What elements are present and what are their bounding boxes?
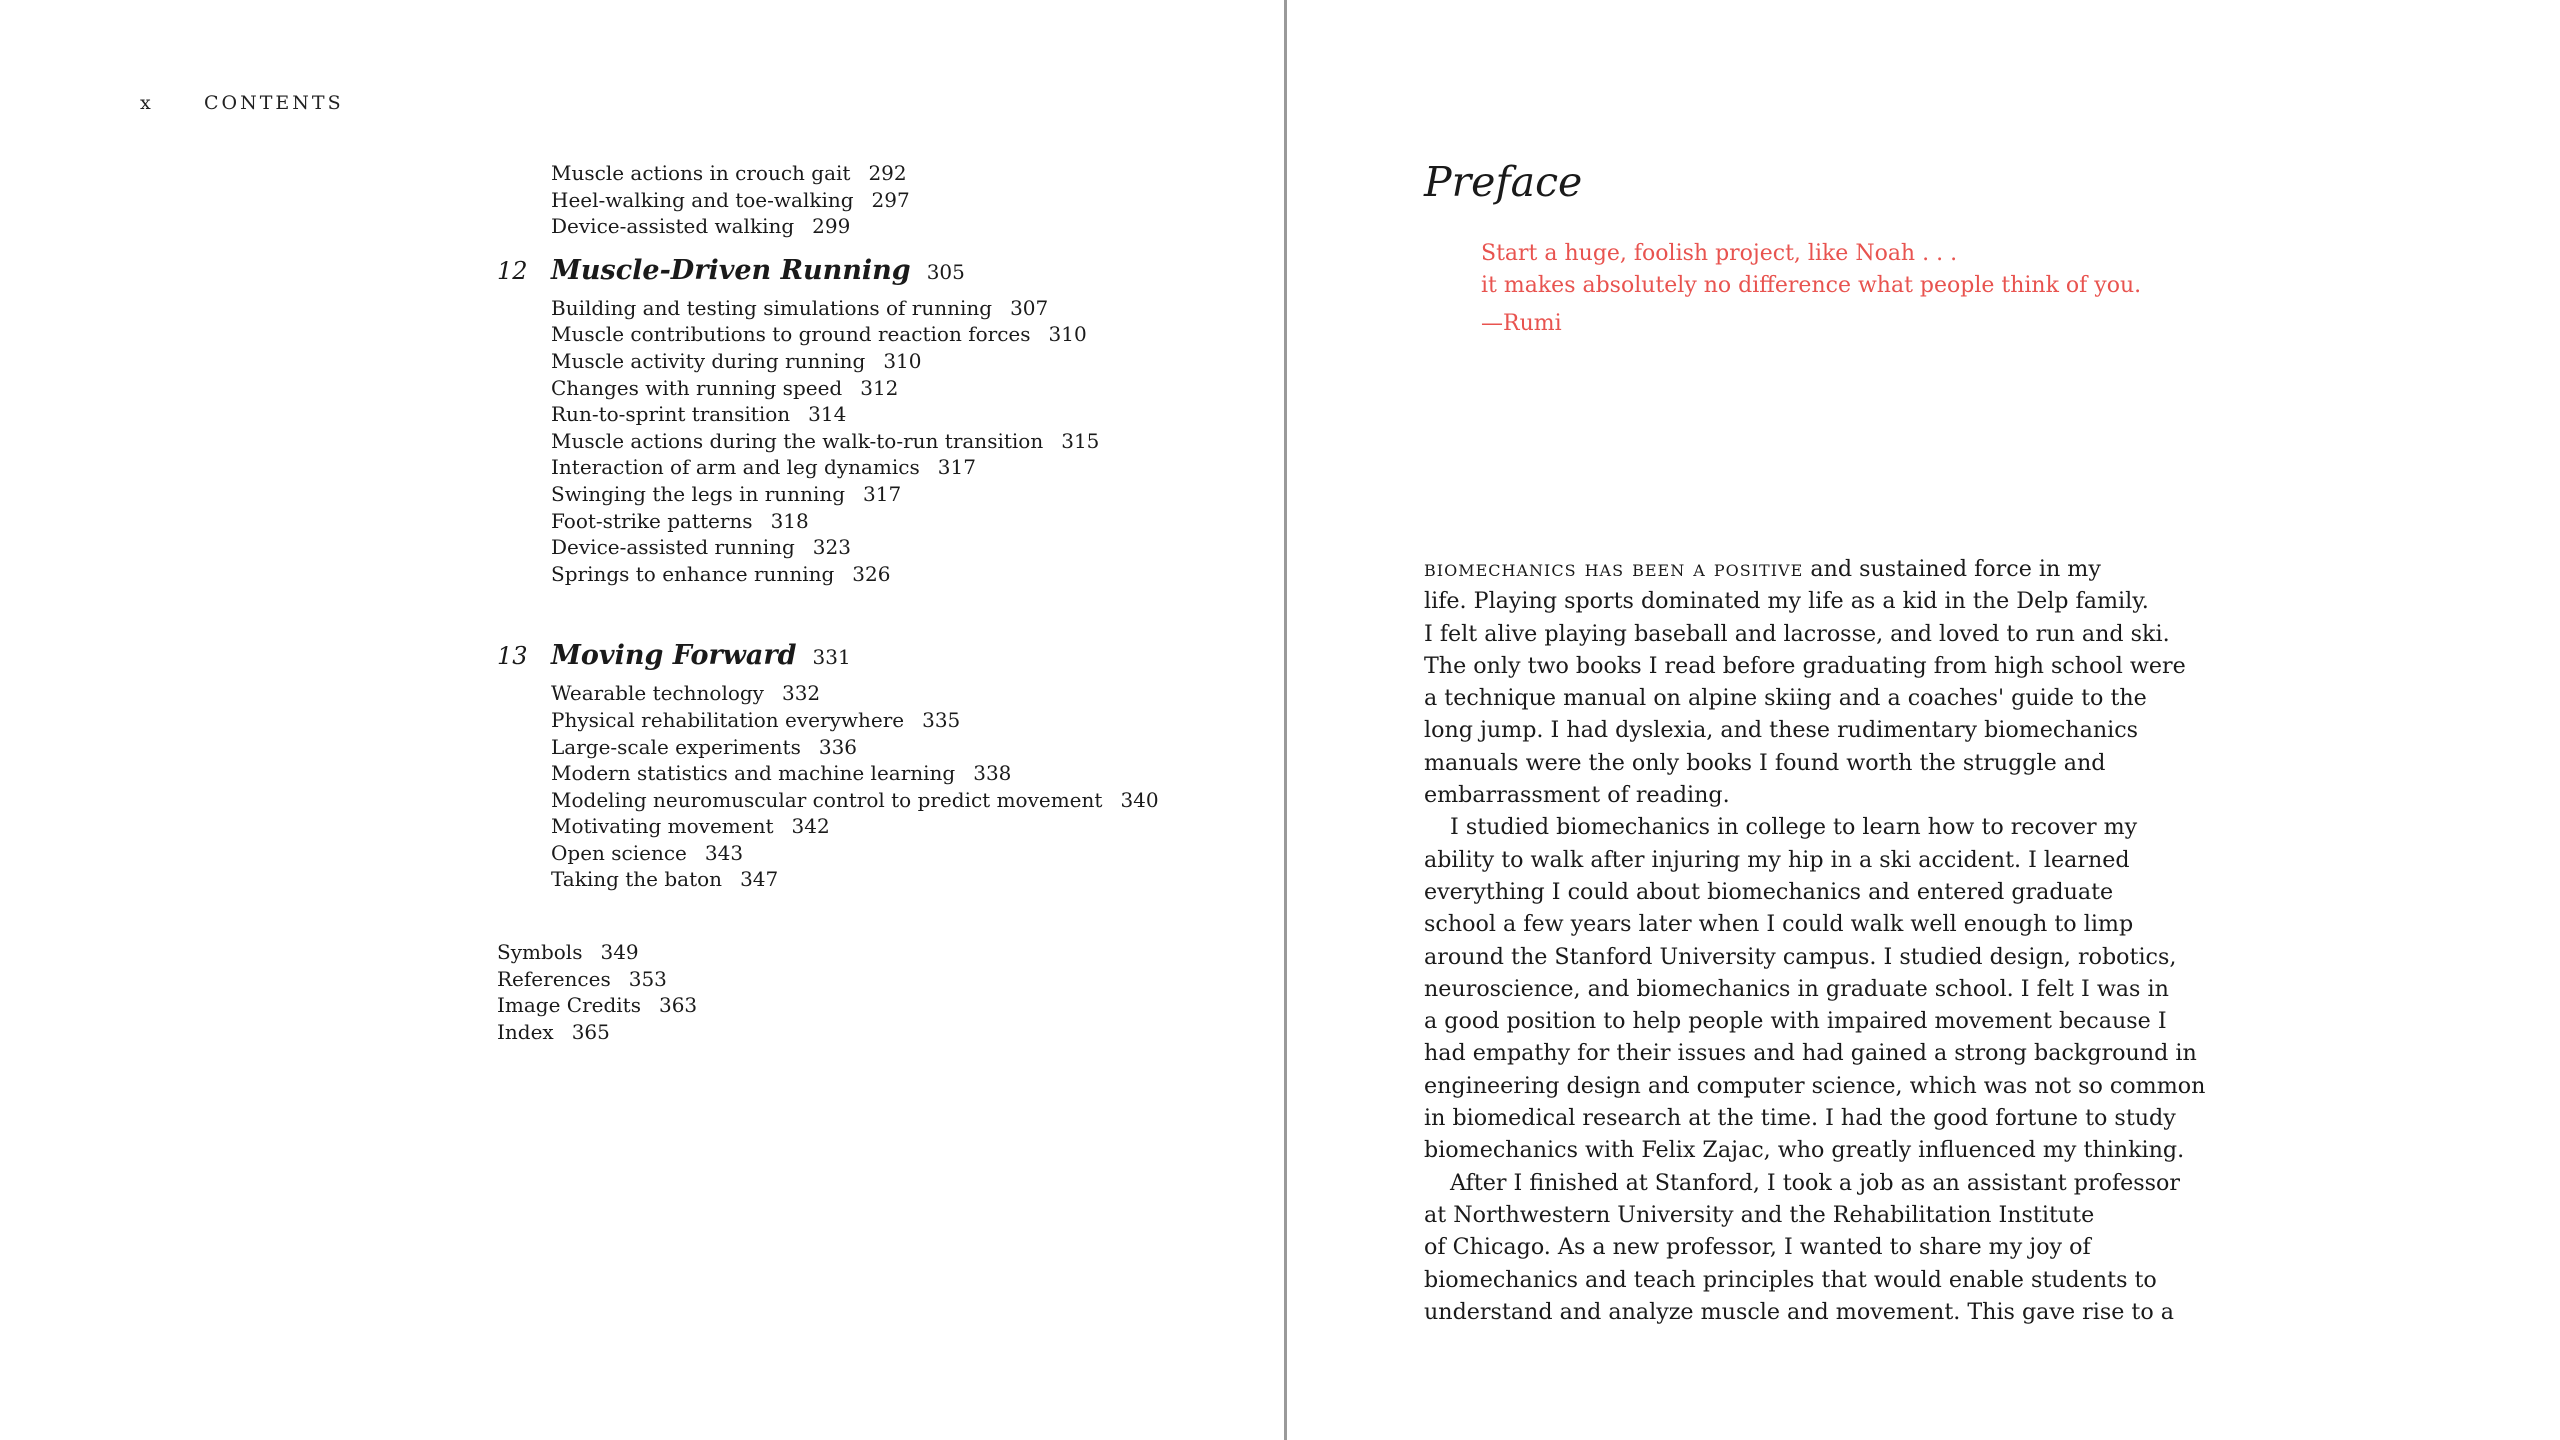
toc-entry-page: 338: [973, 761, 1012, 786]
body-line: had empathy for their issues and had gained a strong background in: [1424, 1040, 2197, 1067]
toc-entry-title: Large-scale experiments: [551, 734, 801, 759]
toc-entry: [551, 321, 1137, 348]
toc-entry-title: Image Credits: [497, 993, 641, 1018]
preface-title: Preface: [1424, 158, 1583, 206]
toc-entry: [551, 187, 1137, 214]
toc-entry-title: Wearable technology: [551, 681, 764, 706]
toc-entry: [551, 375, 1137, 402]
toc-entry-page: 318: [770, 508, 809, 533]
toc-entry-title: Symbols: [497, 940, 583, 965]
body-line: neuroscience, and biomechanics in graduate school. I felt I was in: [1424, 975, 2169, 1002]
toc-entry: [551, 866, 1137, 893]
body-line: a good position to help people with impaired movement because I: [1424, 1008, 2167, 1035]
chapter-title: [551, 255, 965, 286]
toc-entry-title: Interaction of arm and leg dynamics: [551, 455, 920, 480]
toc-entry-page: 353: [628, 966, 667, 991]
toc-entry-title: Modern statistics and machine learning: [551, 761, 956, 786]
toc-entry-title: Muscle actions in crouch gait: [551, 161, 851, 185]
toc-entry-title: Muscle activity during running: [551, 348, 866, 373]
toc-entry: [551, 401, 1137, 428]
toc-entry-page: 299: [812, 214, 851, 239]
body-line: biomechanics and teach principles that would enable students to: [1424, 1266, 2157, 1293]
body-line: embarrassment of reading.: [1424, 782, 1730, 809]
toc-entry-page: 342: [791, 814, 830, 839]
toc-entry-page: 312: [860, 375, 899, 400]
toc-entry: [551, 680, 1137, 707]
toc-entry: [497, 992, 1137, 1019]
lead-rest: and sustained force in my: [1803, 556, 2101, 582]
toc-entry: [497, 939, 1137, 966]
preface-body: [1424, 553, 2206, 1328]
toc-entry-title: Modeling neuromuscular control to predict movement: [551, 787, 1103, 812]
toc-entry-title: Muscle contributions to ground reaction forces: [551, 322, 1031, 347]
body-line: biomechanics with Felix Zajac, who greatly influenced my thinking.: [1424, 1137, 2185, 1164]
toc-entry-title: Muscle actions during the walk-to-run transition: [551, 428, 1044, 453]
chapter-number: 12: [497, 256, 528, 285]
body-line-lead: [1424, 553, 2101, 585]
toc-entry: [551, 813, 1137, 840]
toc-entry-title: Physical rehabilitation everywhere: [551, 707, 905, 732]
spacer: [497, 893, 1137, 939]
section-list-chapter-13: [551, 680, 1159, 893]
epigraph-line: it makes absolutely no difference what people think of you.: [1481, 273, 2142, 298]
toc-entry-title: Changes with running speed: [551, 375, 843, 400]
toc-entry-title: Run-to-sprint transition: [551, 402, 791, 427]
body-line: engineering design and computer science, which was not so common: [1424, 1072, 2206, 1099]
toc-entry: [497, 1019, 1137, 1046]
toc-entry-title: Heel-walking and toe-walking: [551, 187, 854, 212]
toc-entry: [551, 160, 1137, 187]
toc-entry: [551, 787, 1159, 814]
body-line: After I finished at Stanford, I took a job as an assistant professor: [1450, 1169, 2181, 1196]
lead-smallcaps: biomechanics has been a positive: [1424, 556, 1804, 582]
toc-entry-page: 336: [818, 734, 858, 759]
toc-entry-title: Device-assisted walking: [551, 214, 795, 239]
toc-entry-page: 335: [922, 707, 961, 732]
toc-entry-title: Taking the baton: [551, 867, 723, 892]
section-list-chapter-12: [551, 295, 1137, 588]
toc-entry: [551, 295, 1137, 322]
body-line: a technique manual on alpine skiing and a coaches' guide to the: [1424, 685, 2147, 712]
toc-entry-page: 307: [1010, 295, 1049, 320]
toc-entry: [551, 734, 1137, 761]
body-line: life. Playing sports dominated my life as a kid in the Delp family.: [1424, 588, 2149, 615]
chapter-12-heading: [497, 255, 1137, 289]
toc-entry-page: 365: [571, 1019, 610, 1044]
table-of-contents: [497, 160, 1159, 1045]
page-gutter-divider: [1284, 0, 1287, 1440]
toc-entry: [551, 348, 1137, 375]
body-line: understand and analyze muscle and movement. This gave rise to a: [1424, 1298, 2174, 1325]
toc-entry-title: Springs to enhance running: [551, 561, 835, 586]
chapter-13-heading: [497, 640, 1137, 674]
body-line: long jump. I had dyslexia, and these rudimentary biomechanics: [1424, 717, 2139, 744]
running-head-title: CONTENTS: [204, 92, 344, 114]
toc-entry-page: 292: [868, 161, 907, 185]
toc-entry-title: Device-assisted running: [551, 535, 795, 560]
toc-entry-title: Motivating movement: [551, 814, 774, 839]
toc-entry-page: 332: [781, 681, 821, 706]
epigraph-attribution: —Rumi: [1481, 311, 1562, 336]
body-line: The only two books I read before graduating from high school were: [1424, 652, 2186, 679]
body-line: of Chicago. As a new professor, I wanted to share my joy of: [1424, 1234, 2091, 1261]
chapter-title-text: Muscle-Driven Running: [551, 254, 911, 286]
toc-entry: [551, 561, 1137, 588]
body-line: in biomedical research at the time. I had the good fortune to study: [1424, 1105, 2176, 1132]
toc-entry-page: 340: [1120, 787, 1159, 812]
toc-entry-title: Foot-strike patterns: [551, 508, 753, 533]
toc-entry: [551, 760, 1137, 787]
toc-entry-page: 326: [852, 561, 891, 586]
body-line: around the Stanford University campus. I studied design, robotics,: [1424, 943, 2177, 970]
body-line: school a few years later when I could walk well enough to limp: [1424, 911, 2134, 938]
toc-entry-page: 363: [658, 993, 698, 1018]
page-folio: x: [140, 92, 154, 114]
body-line: manuals were the only books I found worth the struggle and: [1424, 749, 2106, 776]
chapter-page: 331: [812, 645, 851, 670]
body-line: ability to walk after injuring my hip in a ski accident. I learned: [1424, 846, 2130, 873]
toc-entry: [551, 454, 1137, 481]
toc-entry-title: Open science: [551, 840, 687, 865]
toc-entry-page: 310: [1048, 322, 1087, 347]
toc-entry-page: 323: [812, 535, 851, 560]
toc-entry-page: 297: [871, 187, 910, 212]
toc-entry-title: Building and testing simulations of running: [551, 295, 993, 320]
toc-entry-title: Swinging the legs in running: [551, 481, 846, 506]
back-matter-list: [497, 939, 1137, 1045]
toc-entry: [497, 966, 1137, 993]
toc-entry-page: 349: [600, 940, 639, 965]
toc-entry: [551, 508, 1137, 535]
body-line: everything I could about biomechanics and entered graduate: [1424, 878, 2114, 905]
toc-entry: [551, 428, 1137, 455]
epigraph: [1481, 238, 2141, 340]
chapter-title-text: Moving Forward: [551, 640, 797, 672]
toc-entry-page: 317: [863, 481, 902, 506]
body-line: I felt alive playing baseball and lacrosse, and loved to run and ski.: [1424, 620, 2170, 647]
toc-entry: [551, 213, 1137, 240]
toc-entry-page: 315: [1061, 428, 1100, 453]
toc-entry-page: 317: [937, 455, 976, 480]
section-list-top: [551, 160, 1137, 240]
toc-entry: [551, 840, 1137, 867]
toc-entry-title: Index: [497, 1019, 554, 1044]
body-line: I studied biomechanics in college to learn how to recover my: [1450, 814, 2138, 841]
toc-entry-title: References: [497, 966, 611, 991]
epigraph-line: Start a huge, foolish project, like Noah . . .: [1481, 241, 1958, 266]
toc-entry: [551, 707, 1137, 734]
toc-entry-page: 314: [808, 402, 847, 427]
toc-entry-page: 343: [704, 840, 744, 865]
body-line: at Northwestern University and the Rehabilitation Institute: [1424, 1201, 2095, 1228]
toc-entry: [551, 481, 1137, 508]
chapter-page: 305: [926, 259, 965, 284]
chapter-number: 13: [497, 642, 528, 671]
toc-entry-page: 310: [883, 348, 922, 373]
spacer: [497, 587, 1137, 625]
chapter-title: [551, 640, 851, 671]
toc-entry: [551, 534, 1137, 561]
toc-entry-page: 347: [740, 867, 779, 892]
